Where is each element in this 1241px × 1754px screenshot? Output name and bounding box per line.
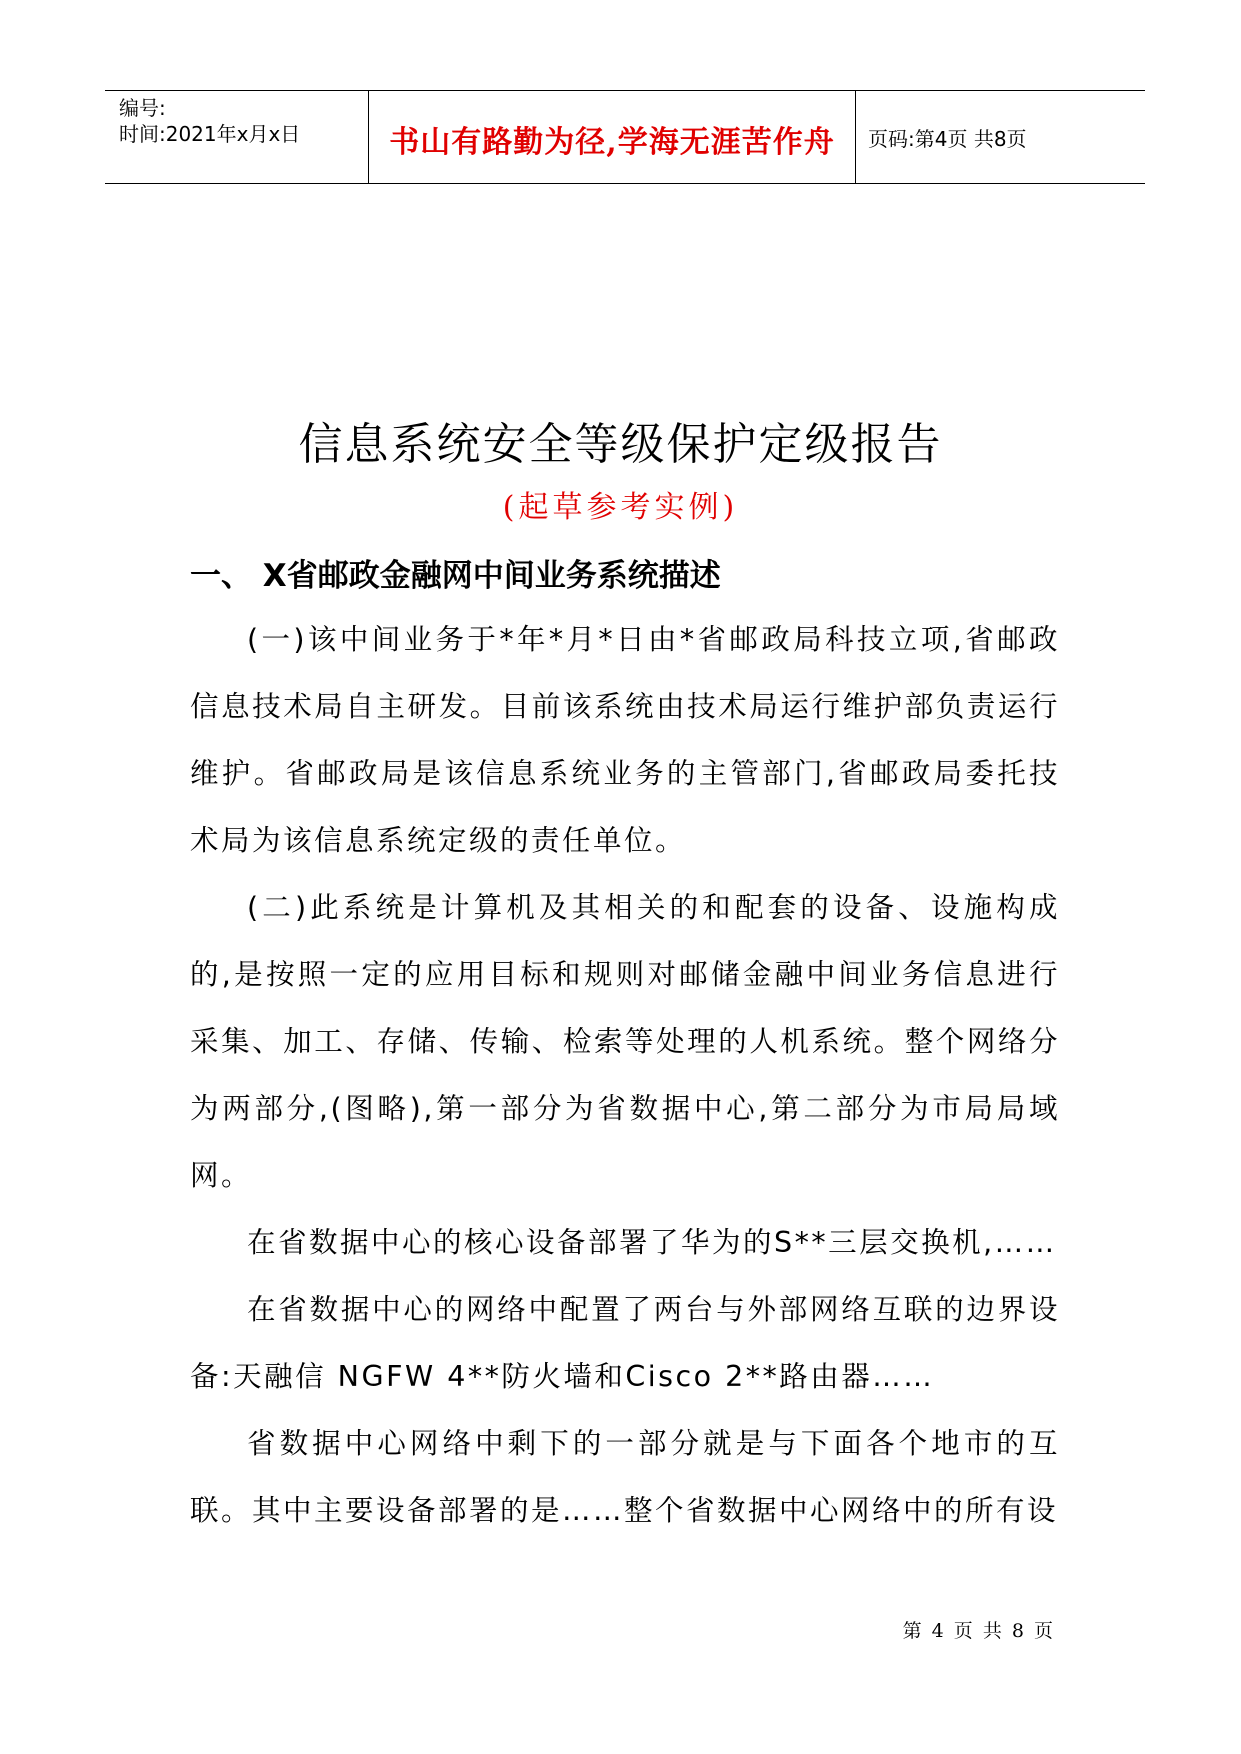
header-motto-cell xyxy=(369,91,856,183)
body-paragraph: 在省数据中心的网络中配置了两台与外部网络互联的边界设备:天融信 NGFW 4**防火墙和Cisco 2**路由器…… xyxy=(190,1293,1060,1393)
document-subtitle: (起草参考实例) xyxy=(502,490,739,525)
body-paragraph: 省数据中心网络中剩下的一部分就是与下面各个地市的互联。其中主要设备部署的是……整个省数据中心网络中的所有设 xyxy=(190,1427,1060,1527)
body-paragraph: (二)此系统是计算机及其相关的和配套的设备、设施构成的,是按照一定的应用目标和规则对邮储金融中间业务信息进行采集、加工、存储、传输、检索等处理的人机系统。整个网络分为两部分,(图略),第一部分为省数据中心,第二部分为市局局域网。 xyxy=(190,891,1060,1192)
document-title: 信息系统安全等级保护定级报告 xyxy=(298,419,943,470)
motto-text: 书山有路勤为径,学海无涯苦作舟 xyxy=(389,125,835,160)
body-paragraph: 在省数据中心的核心设备部署了华为的S**三层交换机,…… xyxy=(247,1226,1057,1259)
document-time-label: 时间:2021年x月x日 xyxy=(119,122,301,146)
body-paragraph: (一)该中间业务于*年*月*日由*省邮政局科技立项,省邮政信息技术局自主研发。目前该系统由技术局运行维护部负责运行维护。省邮政局是该信息系统业务的主管部门,省邮政局委托技术局为该信息系统定级的责任单位。 xyxy=(190,623,1060,857)
document-header xyxy=(105,90,1145,184)
section-heading: 一、 X省邮政金融网中间业务系统描述 xyxy=(190,558,721,594)
document-code-label: 编号: xyxy=(119,96,166,120)
header-meta-cell xyxy=(105,91,369,183)
footer-page-number: 第 4 页 共 8 页 xyxy=(902,1620,1055,1642)
header-page-info: 页码:第4页 共8页 xyxy=(868,127,1027,151)
header-page-cell xyxy=(856,91,1145,183)
document-body xyxy=(190,606,1060,1544)
